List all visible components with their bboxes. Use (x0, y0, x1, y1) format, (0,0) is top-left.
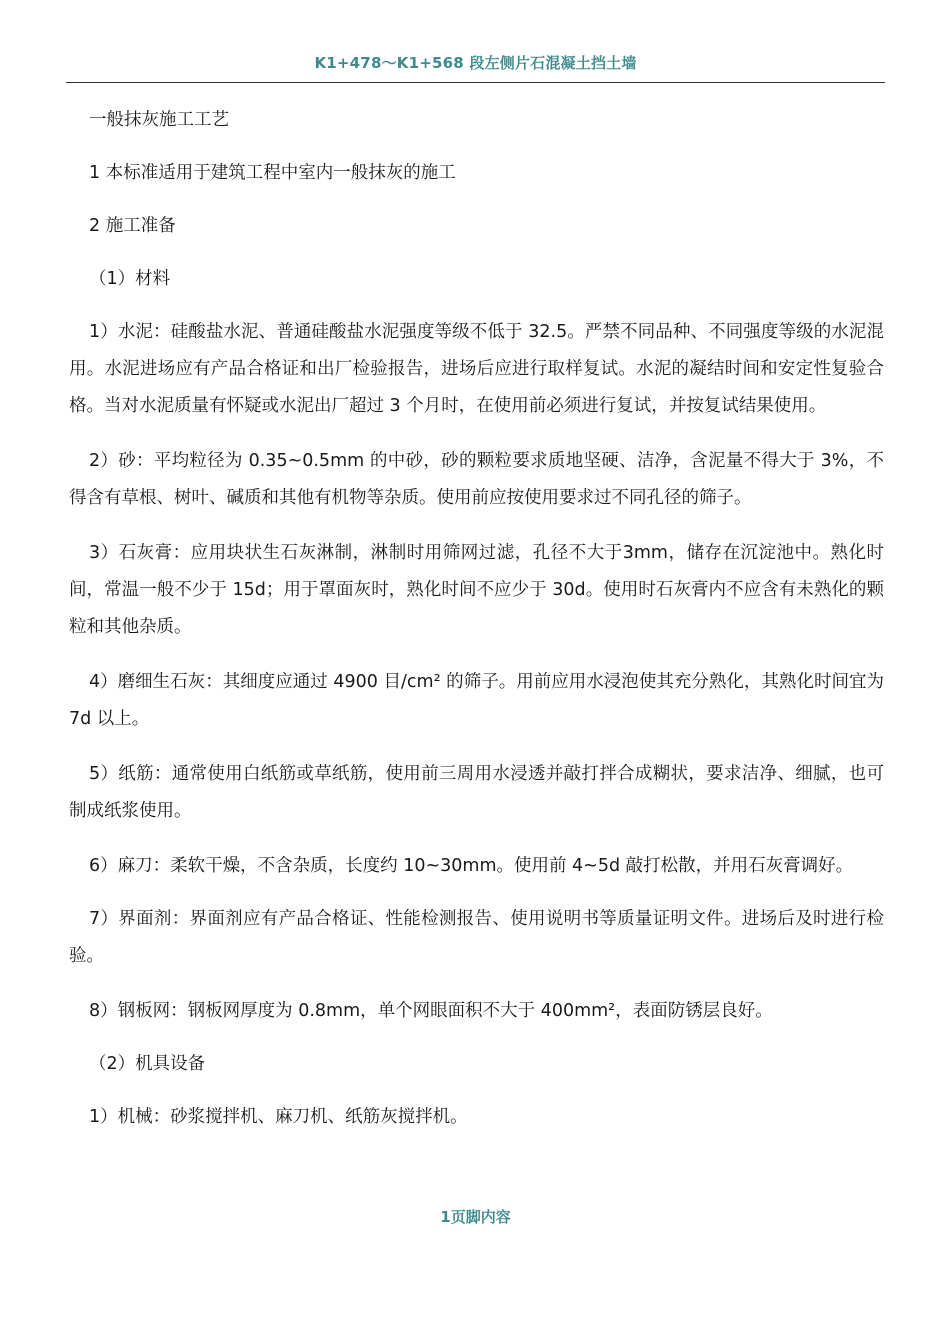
paragraph-sand: 2）砂：平均粒径为 0.35~0.5mm 的中砂，砂的颗粒要求质地坚硬、洁净，含泥量不得大于 3%，不得含有草根、树叶、碱质和其他有机物等杂质。使用前应按使用要求过不同孔径的筛子。 (69, 451, 884, 508)
paragraph-scope: 1 本标准适用于建筑工程中室内一般抹灰的施工 (89, 163, 456, 183)
paragraph-hemp-fiber: 6）麻刀：柔软干燥，不含杂质，长度约 10~30mm。使用前 4~5d 敲打松散，并用石灰膏调好。 (89, 856, 854, 876)
paragraph-machinery: 1）机械：砂浆搅拌机、麻刀机、纸筋灰搅拌机。 (89, 1107, 468, 1127)
subheading-equipment: （2）机具设备 (89, 1054, 206, 1074)
header-divider (66, 82, 885, 83)
paragraph-cement: 1）水泥：硅酸盐水泥、普通硅酸盐水泥强度等级不低于 32.5。严禁不同品种、不同强度等级的水泥混用。水泥进场应有产品合格证和出厂检验报告，进场后应进行取样复试。水泥的凝结时间和安定性复验合格。当对水泥质量有怀疑或水泥出厂超过 3 个月时，在使用前必须进行复试，并按复试结果使用。 (69, 322, 884, 416)
paragraph-lime-putty: 3）石灰膏：应用块状生石灰淋制，淋制时用筛网过滤，孔径不大于3mm，储存在沉淀池中。熟化时间，常温一般不少于 15d；用于罩面灰时，熟化时间不应少于 30d。使用时石灰膏内不应含有未熟化的颗粒和其他杂质。 (69, 543, 884, 637)
page-footer: 1页脚内容 (440, 1208, 511, 1226)
paragraph-interface-agent: 7）界面剂：界面剂应有产品合格证、性能检测报告、使用说明书等质量证明文件。进场后及时进行检验。 (69, 909, 884, 966)
paragraph-steel-mesh: 8）钢板网：钢板网厚度为 0.8mm，单个网眼面积不大于 400mm²，表面防锈层良好。 (89, 1001, 773, 1021)
section-title: 一般抹灰施工工艺 (89, 110, 229, 130)
document-body (69, 102, 884, 1152)
heading-preparation: 2 施工准备 (89, 216, 176, 236)
page-header-title: K1+478～K1+568 段左侧片石混凝土挡土墙 (314, 54, 637, 72)
paragraph-paper-fiber: 5）纸筋：通常使用白纸筋或草纸筋，使用前三周用水浸透并敲打拌合成糊状，要求洁净、细腻，也可制成纸浆使用。 (69, 764, 884, 821)
paragraph-quicklime: 4）磨细生石灰：其细度应通过 4900 目/cm² 的筛子。用前应用水浸泡使其充分熟化，其熟化时间宜为 7d 以上。 (69, 672, 884, 729)
subheading-materials: （1）材料 (89, 269, 171, 289)
